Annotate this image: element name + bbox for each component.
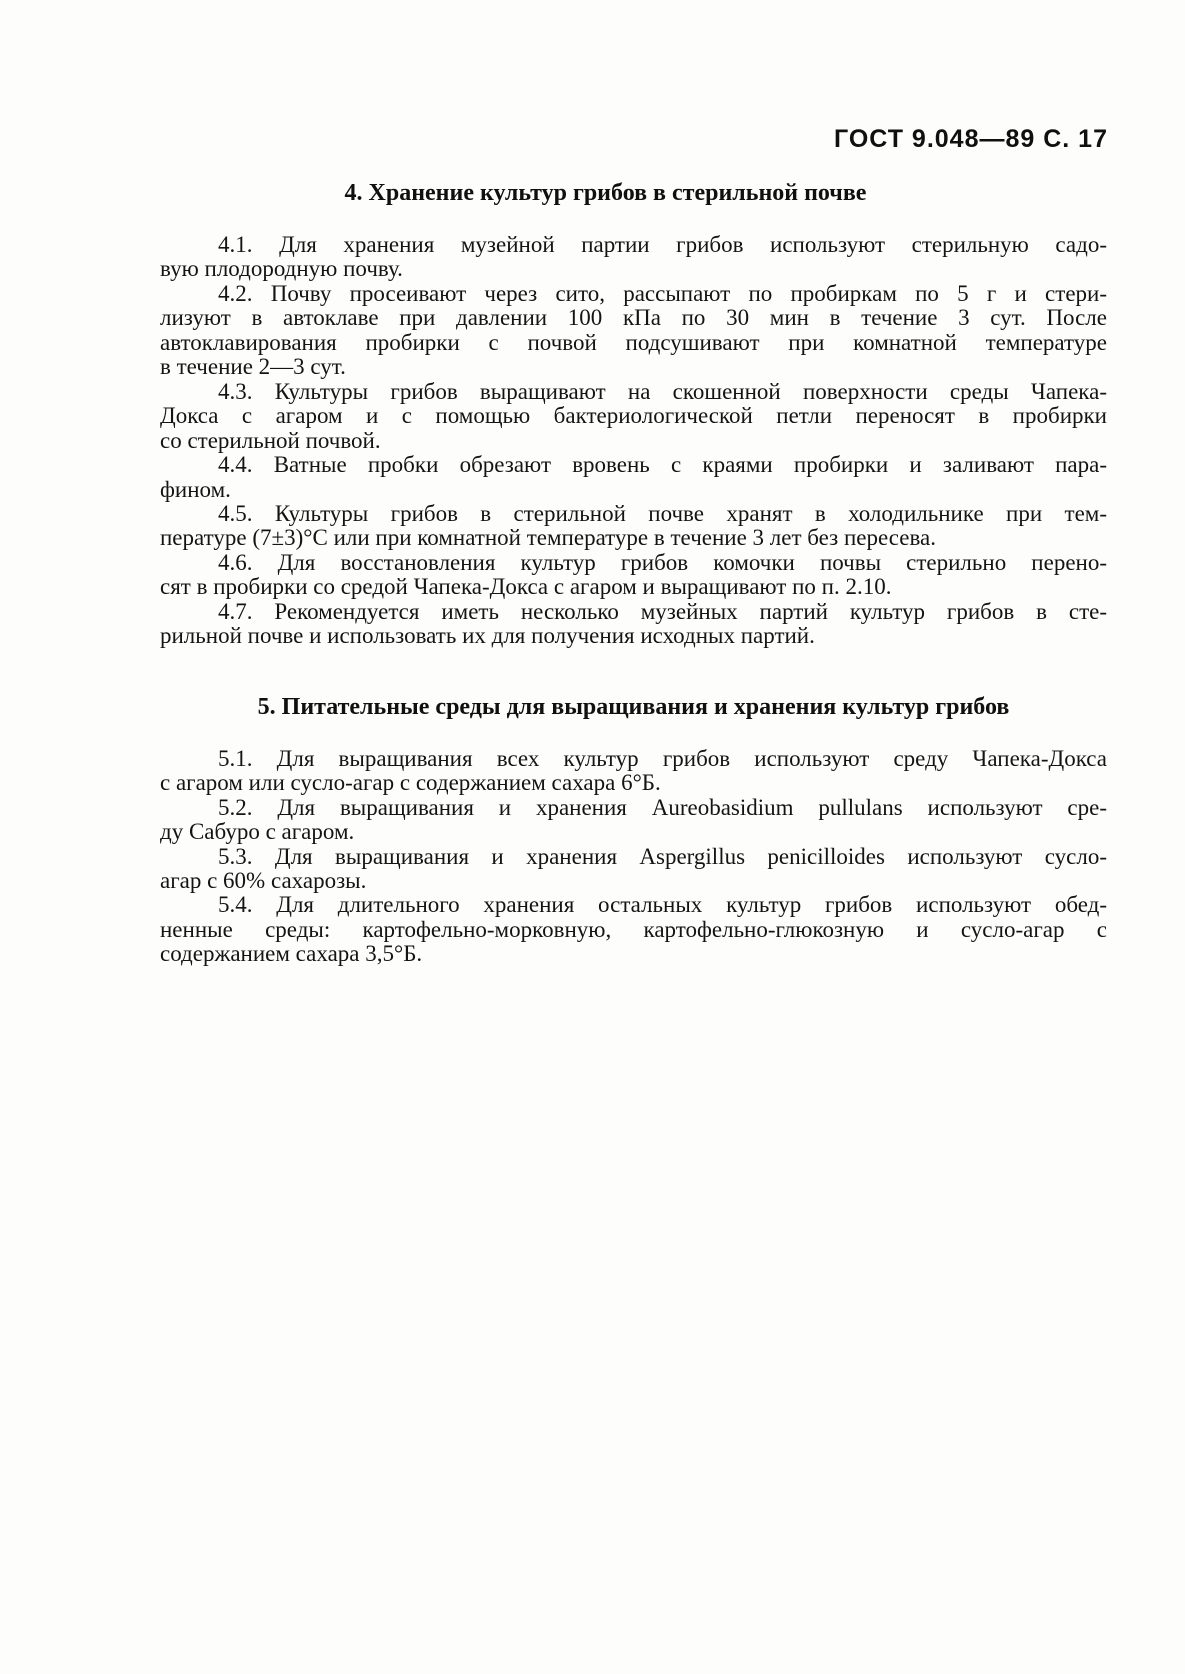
paragraph: [160, 796, 1107, 845]
section-4-title: 4. Хранение культур грибов в стерильной почве: [344, 180, 867, 206]
text-line: 4.3. Культуры грибов выращивают на скошенной поверхности среды Чапека-: [218, 378, 1107, 404]
paragraph: [160, 502, 1107, 551]
paragraph: [160, 747, 1107, 796]
paragraph: [160, 233, 1107, 282]
text-line: агар с 60% сахарозы.: [160, 867, 367, 893]
paragraph: [160, 453, 1107, 502]
section-5-title: 5. Питательные среды для выращивания и хранения культур грибов: [257, 693, 1010, 720]
section-5-paragraphs: [160, 747, 1107, 967]
section-nutrient-media: [160, 695, 1107, 967]
text-line: 4.7. Рекомендуется иметь несколько музейных партий культур грибов в сте-: [218, 598, 1107, 624]
paragraph: [160, 380, 1107, 453]
text-line: 5.2. Для выращивания и хранения Aureobasidium pullulans используют сре-: [218, 794, 1107, 820]
text-line: 5.3. Для выращивания и хранения Aspergillus penicilloides используют сусло-: [218, 843, 1107, 869]
text-line: 5.1. Для выращивания всех культур грибов используют среду Чапека-Докса: [218, 745, 1107, 771]
text-line: вую плодородную почву.: [160, 256, 403, 282]
text-line: с агаром или сусло-агар с содержанием сахара 6°Б.: [160, 770, 661, 796]
text-line: автоклавирования пробирки с почвой подсушивают при комнатной температуре: [160, 329, 1107, 355]
text-line: лизуют в автоклаве при давлении 100 кПа по 30 мин в течение 3 сут. После: [160, 305, 1107, 331]
text-line: 4.5. Культуры грибов в стерильной почве хранят в холодильнике при тем-: [218, 500, 1107, 526]
text-line: 4.1. Для хранения музейной партии грибов используют стерильную садо-: [218, 232, 1107, 257]
text-line: 4.4. Ватные пробки обрезают вровень с краями пробирки и заливают пара-: [218, 452, 1107, 478]
text-line: 5.4. Для длительного хранения остальных культур грибов используют обед-: [218, 892, 1107, 918]
text-line: 4.6. Для восстановления культур грибов комочки почвы стерильно перено-: [218, 549, 1107, 575]
page-header-gost-number: ГОСТ 9.048—89 С. 17: [833, 125, 1108, 153]
paragraph: [160, 282, 1107, 380]
text-line: 4.2. Почву просеивают через сито, рассыпают по пробиркам по 5 г и стери-: [218, 280, 1107, 306]
section-4-paragraphs: [160, 233, 1107, 649]
paragraph: [160, 893, 1107, 966]
text-line: Докса с агаром и с помощью бактериологической петли переносят в пробирки: [160, 403, 1107, 429]
text-line: ду Сабуро с агаром.: [160, 819, 355, 845]
text-line: пературе (7±3)°С или при комнатной температуре в течение 3 лет без пересева.: [160, 525, 937, 551]
paragraph: [160, 845, 1107, 894]
text-line: со стерильной почвой.: [160, 427, 381, 453]
document-content: [160, 181, 1107, 967]
text-line: в течение 2—3 сут.: [160, 354, 346, 380]
text-line: рильной почве и использовать их для получения исходных партий.: [160, 623, 815, 649]
text-line: фином.: [160, 476, 231, 502]
text-line: сят в пробирки со средой Чапека-Докса с агаром и выращивают по п. 2.10.: [160, 574, 892, 600]
text-line: содержанием сахара 3,5°Б.: [160, 941, 423, 967]
text-line: ненные среды: картофельно-морковную, картофельно-глюкозную и сусло-агар с: [160, 916, 1107, 942]
section-storage-in-sterile-soil: [160, 181, 1107, 649]
paragraph: [160, 600, 1107, 649]
paragraph: [160, 551, 1107, 600]
